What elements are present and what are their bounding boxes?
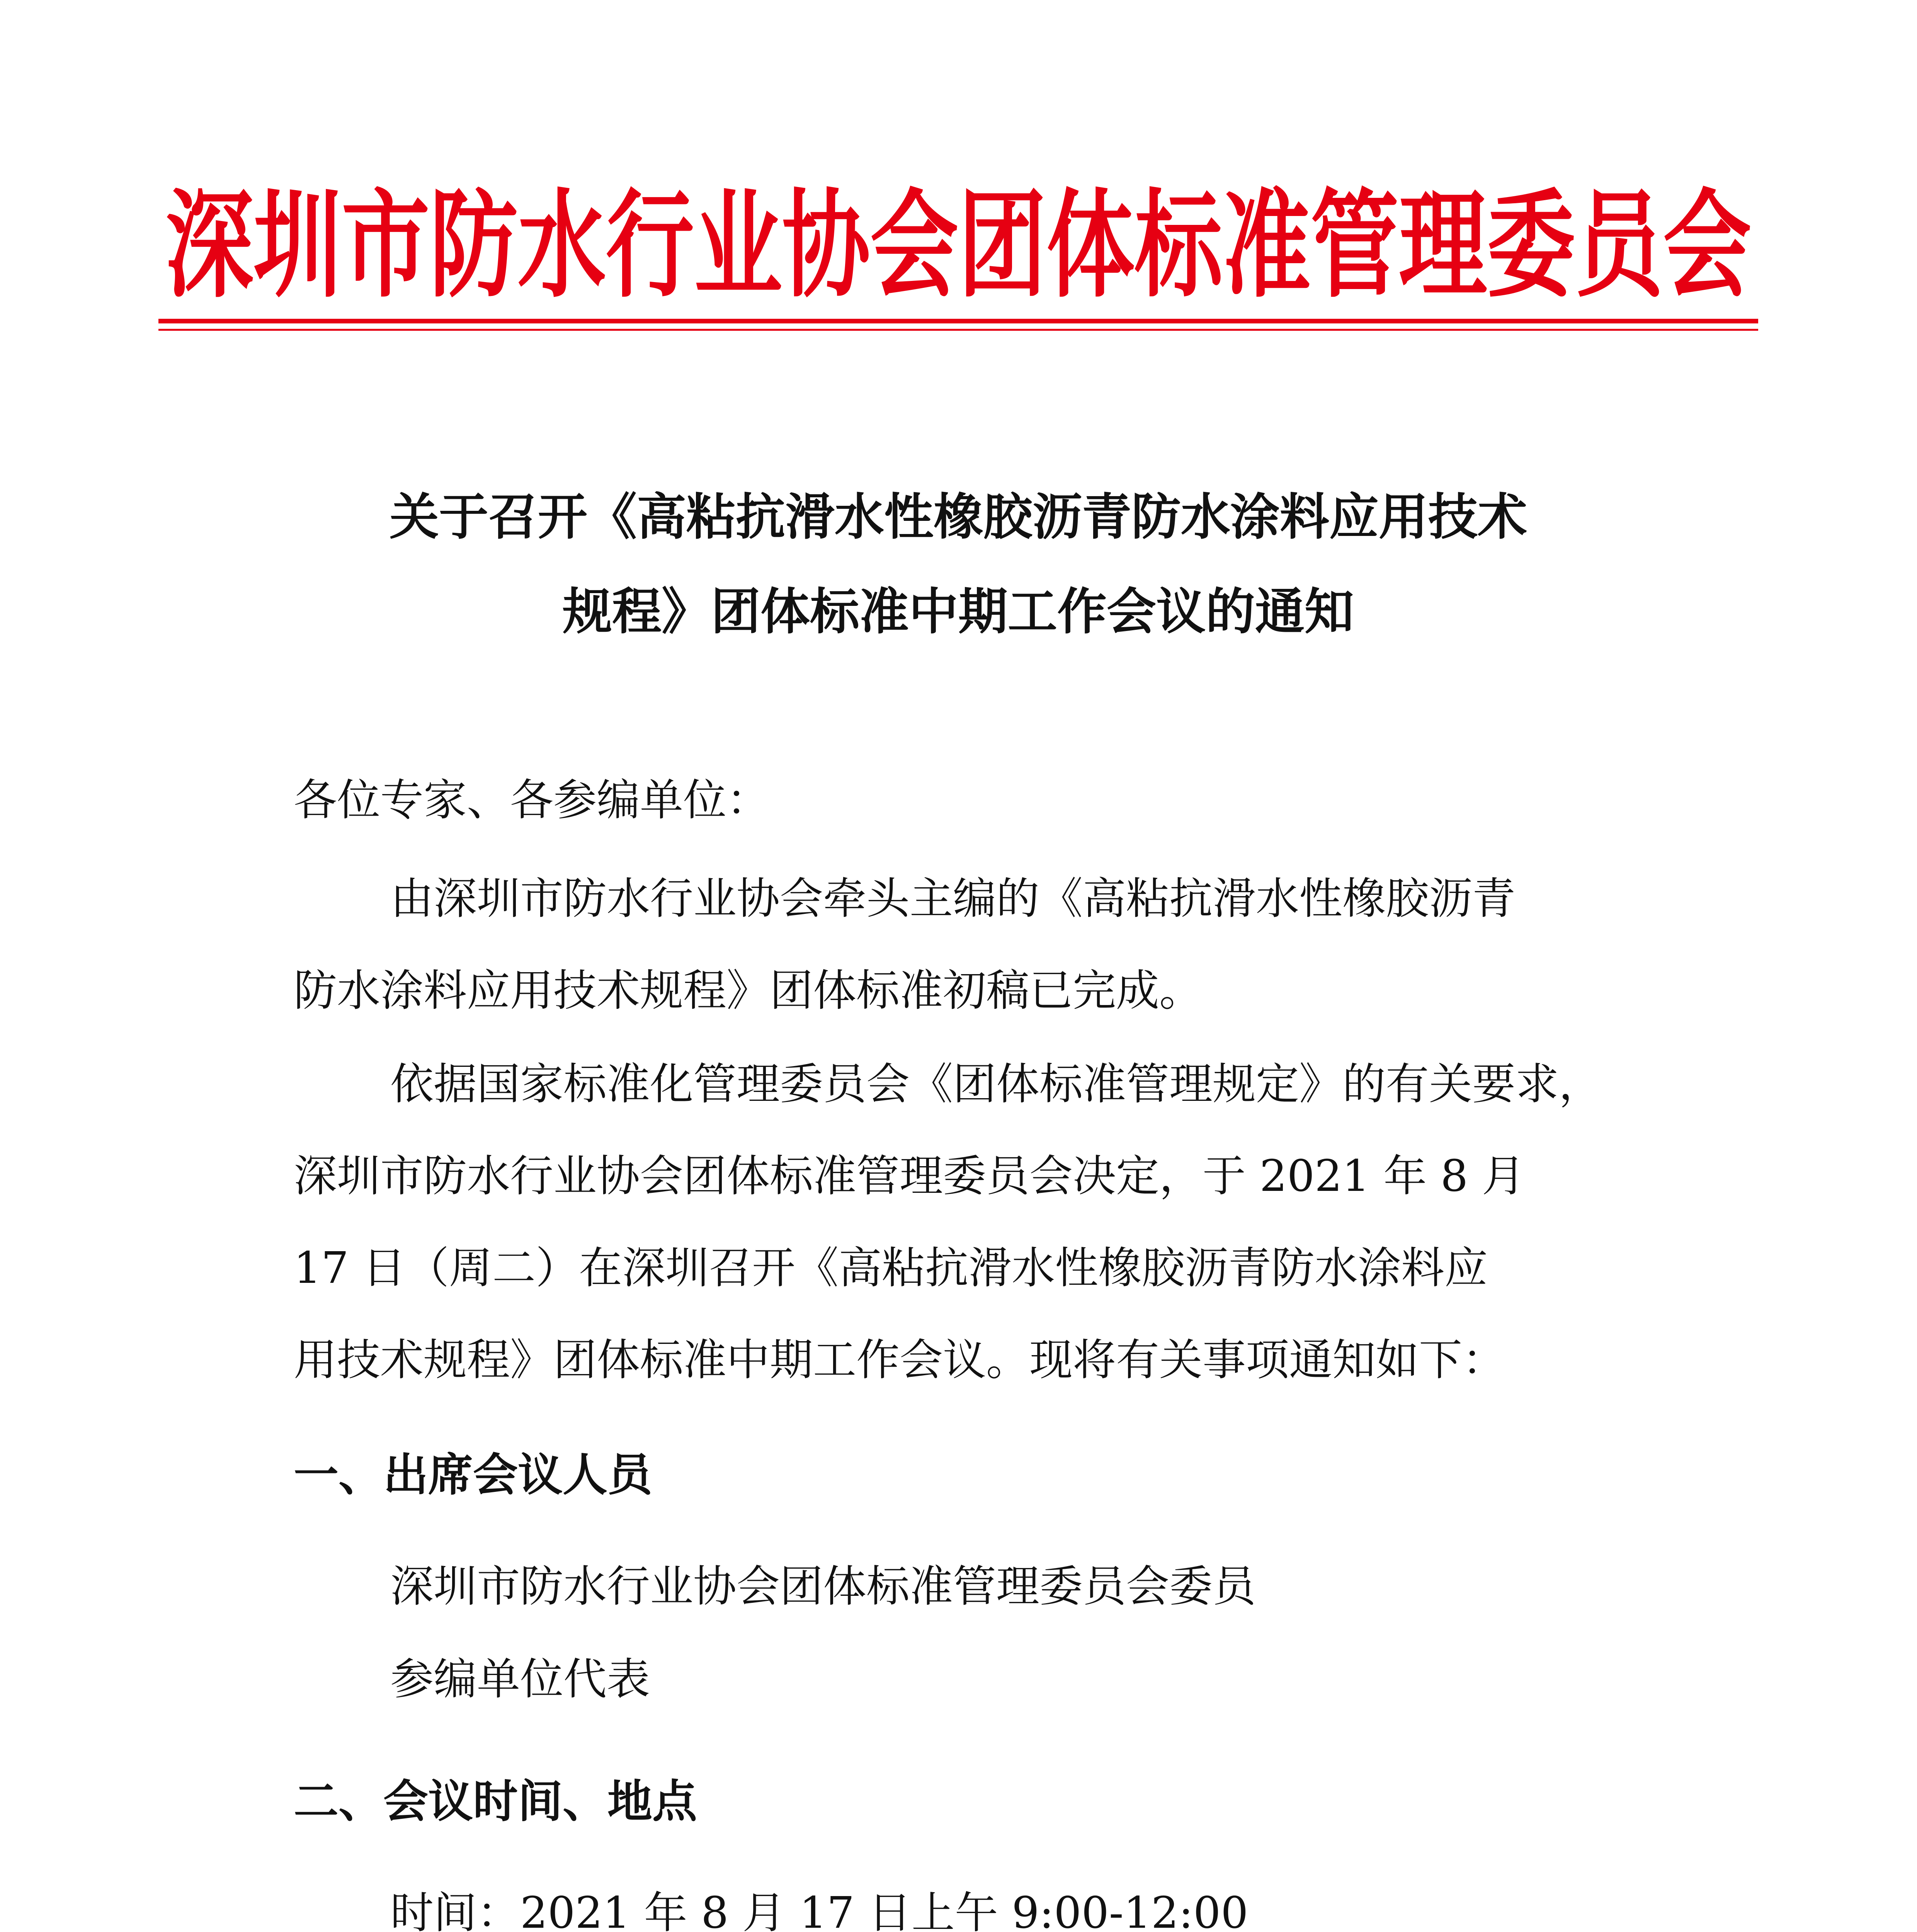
paragraph-1-line-1: 由深圳市防水行业协会牵头主编的《高粘抗滑水性橡胶沥青 [390, 874, 1516, 924]
salutation: 各位专家、各参编单位： [294, 775, 770, 825]
meeting-time: 时间：2021 年 8 月 17 日上午 9:00-12:00 [390, 1888, 1249, 1932]
paragraph-2-line-4: 用技术规程》团体标准中期工作会议。现将有关事项通知如下： [294, 1335, 1505, 1385]
attendee-item-1: 深圳市防水行业协会团体标准管理委员会委员 [390, 1561, 1256, 1612]
paragraph-2-line-1: 依据国家标准化管理委员会《团体标准管理规定》的有关要求， [390, 1059, 1602, 1109]
paragraph-1-line-2: 防水涂料应用技术规程》团体标准初稿已完成。 [294, 966, 1203, 1016]
paragraph-2-line-3: 17 日（周二）在深圳召开《高粘抗滑水性橡胶沥青防水涂料应 [294, 1243, 1488, 1293]
section-1-heading: 一、出席会议人员 [294, 1449, 652, 1501]
letterhead-org-name: 深圳市防水行业协会团体标准管理委员会 [165, 176, 1751, 313]
paragraph-2-line-2: 深圳市防水行业协会团体标准管理委员会决定，于 2021 年 8 月 [294, 1151, 1525, 1201]
letterhead-rule-thick [158, 319, 1758, 323]
letterhead-rule-thin [158, 329, 1758, 331]
notice-title-line-2: 规程》团体标准中期工作会议的通知 [562, 583, 1354, 641]
attendee-item-2: 参编单位代表 [390, 1654, 650, 1704]
notice-title-line-1: 关于召开《高粘抗滑水性橡胶沥青防水涂料应用技术 [389, 488, 1527, 546]
section-2-heading: 二、会议时间、地点 [294, 1776, 697, 1828]
